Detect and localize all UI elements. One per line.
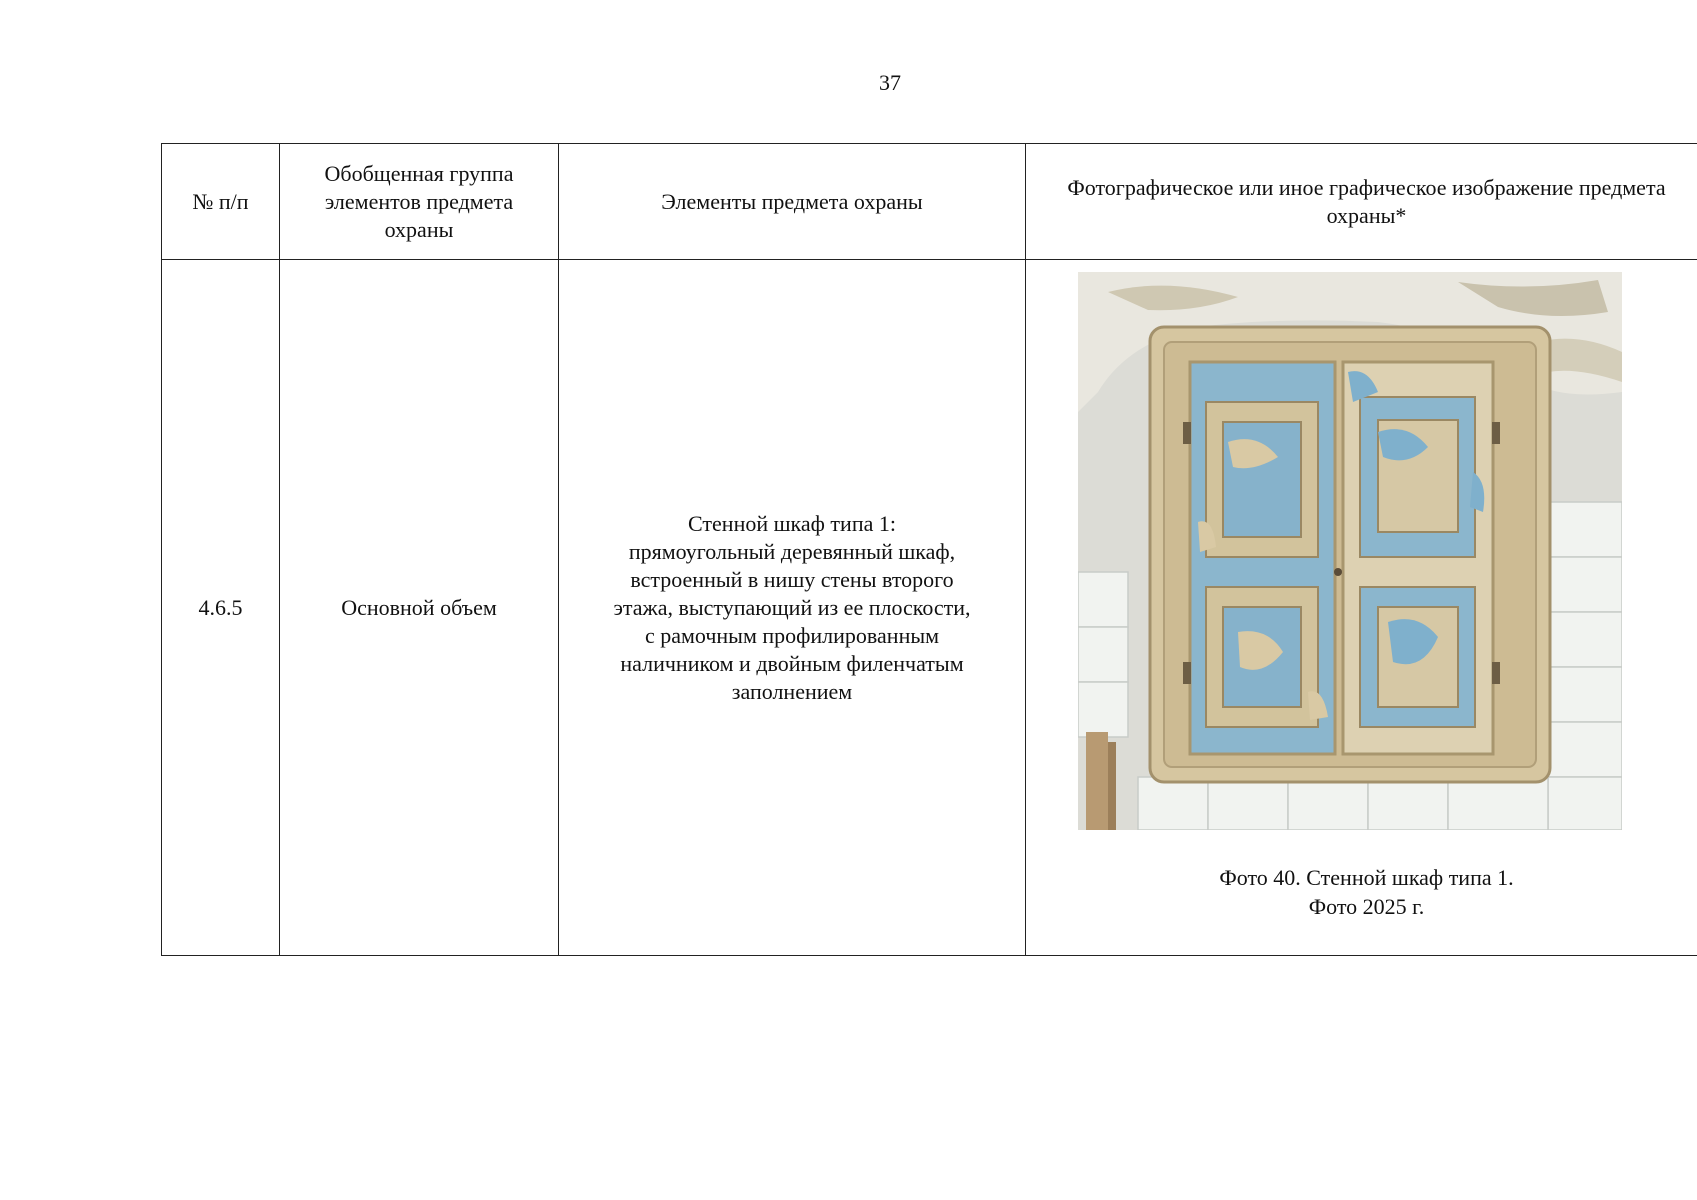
cabinet-photo: [1078, 272, 1622, 830]
row-description: [559, 260, 1026, 956]
header-num: № п/п: [162, 144, 280, 260]
protection-table: [161, 143, 1697, 956]
header-elements: Элементы предмета охраны: [559, 144, 1026, 260]
photo-caption: [1026, 863, 1697, 921]
table-header-row: [162, 144, 1697, 260]
photo-caption-line2: Фото 2025 г.: [1308, 894, 1425, 919]
description-text: Стенной шкаф типа 1: прямоугольный деревянный шкаф, встроенный в нишу стены второго этажа, выступающий из ее плоскости, с рамочным профилированным наличником и двойным филенчатым заполнением: [613, 510, 971, 704]
header-group: Обобщенная группа элементов предмета охраны: [280, 144, 559, 260]
photo-caption-line1: Фото 40. Стенной шкаф типа 1.: [1219, 865, 1514, 890]
header-image: Фотографическое или иное графическое изображение предмета охраны*: [1026, 144, 1697, 260]
row-photo-cell: [1026, 260, 1697, 956]
row-group: Основной объем: [280, 260, 559, 956]
table-row: [162, 260, 1697, 956]
row-num: 4.6.5: [162, 260, 280, 956]
page-number: 37: [879, 70, 901, 95]
